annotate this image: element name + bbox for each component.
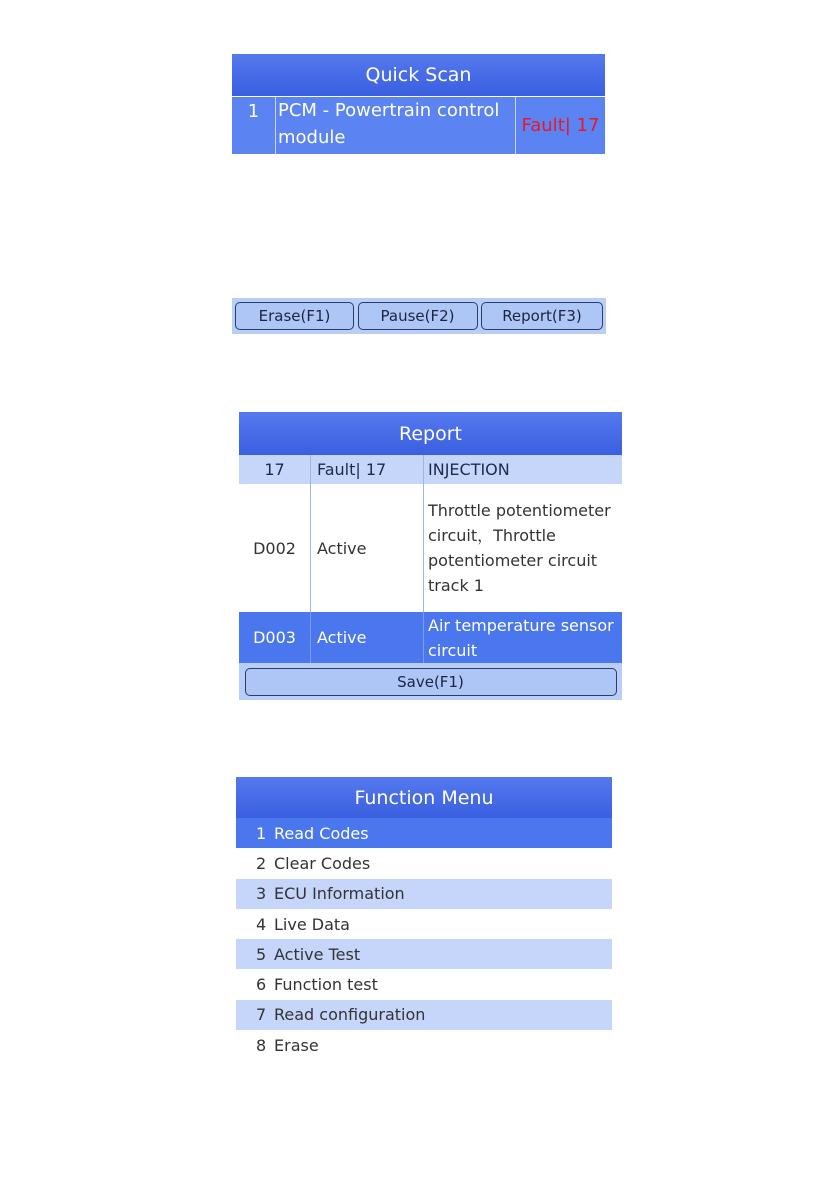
report-header-system: INJECTION <box>428 460 510 479</box>
menu-item-live-data[interactable] <box>236 909 612 939</box>
dtc-state: Active <box>311 612 424 663</box>
dtc-description: Air temperature sensor circuit <box>428 615 614 660</box>
menu-item-label: Erase <box>274 1035 319 1055</box>
menu-item-index: 2 <box>256 853 267 873</box>
menu-item-label: Read Codes <box>274 823 369 843</box>
menu-item-label: Read configuration <box>274 1005 426 1025</box>
menu-item-label: ECU Information <box>274 884 405 904</box>
menu-item-index: 4 <box>256 914 267 934</box>
dtc-state: Active <box>311 484 424 612</box>
save-button[interactable]: Save(F1) <box>245 668 617 696</box>
menu-item-index: 3 <box>256 884 267 904</box>
menu-item-index: 8 <box>256 1035 267 1055</box>
menu-item-ecu-information[interactable] <box>236 879 612 909</box>
report-header-row <box>239 455 622 484</box>
report-header-fault: Fault| 17 <box>311 455 424 484</box>
dtc-code: D003 <box>239 612 311 663</box>
quick-scan-row[interactable] <box>232 97 605 154</box>
fault-status: Fault| 17 <box>521 115 600 136</box>
report-header-count: 17 <box>239 455 311 484</box>
menu-item-read-codes[interactable] <box>236 818 612 848</box>
menu-item-index: 6 <box>256 975 267 995</box>
report-button[interactable]: Report(F3) <box>481 302 603 330</box>
pause-button[interactable]: Pause(F2) <box>358 302 478 330</box>
dtc-description: Throttle potentiometer circuit，Throttle potentiometer circuit track 1 <box>428 501 611 595</box>
menu-item-label: Function test <box>274 975 378 995</box>
report-button-bar <box>239 663 622 700</box>
report-panel <box>239 412 622 700</box>
menu-item-active-test[interactable] <box>236 939 612 969</box>
menu-item-index: 1 <box>256 823 267 843</box>
module-number: 1 <box>232 97 276 154</box>
module-name: PCM - Powertrain control module <box>276 97 516 154</box>
menu-item-index: 7 <box>256 1005 267 1025</box>
report-title: Report <box>239 412 622 455</box>
menu-item-label: Live Data <box>274 914 350 934</box>
table-row[interactable] <box>239 612 622 663</box>
function-menu-panel <box>236 777 612 1060</box>
menu-item-clear-codes[interactable] <box>236 848 612 878</box>
dtc-code: D002 <box>239 484 311 612</box>
erase-button[interactable]: Erase(F1) <box>235 302 354 330</box>
quick-scan-title: Quick Scan <box>232 54 605 96</box>
table-row[interactable] <box>239 484 622 612</box>
menu-item-read-configuration[interactable] <box>236 1000 612 1030</box>
quick-scan-panel <box>232 54 605 154</box>
menu-item-function-test[interactable] <box>236 969 612 999</box>
function-menu-title: Function Menu <box>236 777 612 818</box>
menu-item-label: Clear Codes <box>274 853 371 873</box>
menu-item-index: 5 <box>256 944 267 964</box>
menu-item-erase[interactable] <box>236 1030 612 1060</box>
menu-item-label: Active Test <box>274 944 361 964</box>
scan-button-bar <box>232 298 606 334</box>
